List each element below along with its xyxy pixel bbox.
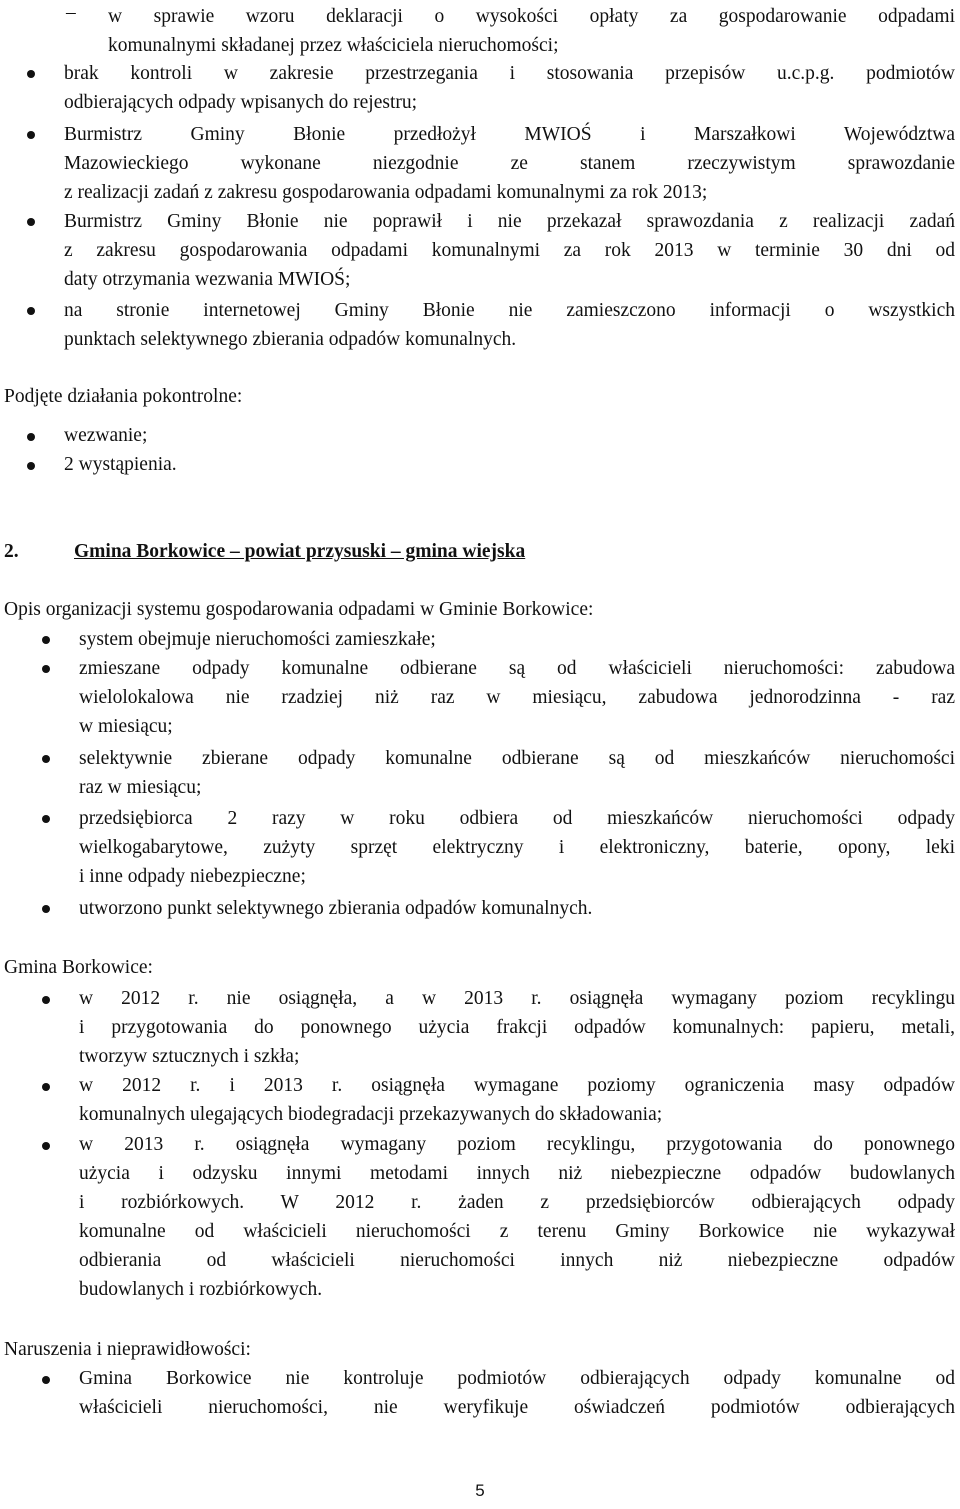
text-line: i przygotowania do ponownego użycia frakcji odpadów komunalnych: papieru, metali, <box>79 1017 955 1038</box>
text-line: odbierania od właścicieli nieruchomości innych niż niebezpieczne odpadów <box>79 1250 955 1271</box>
followup-item: wezwanie; <box>64 425 148 446</box>
text-line: brak kontroli w zakresie przestrzegania i stosowania przepisów u.c.p.g. podmiotów <box>64 63 955 84</box>
section-title: Gmina Borkowice – powiat przysuski – gmina wiejska <box>74 541 526 562</box>
page-number: 5 <box>475 1481 485 1500</box>
bullet-icon <box>42 996 50 1004</box>
text-line: utworzono punkt selektywnego zbierania odpadów komunalnych. <box>79 898 593 919</box>
bullet-icon <box>42 1376 50 1384</box>
text-line: Mazowieckiego wykonane niezgodnie ze stanem rzeczywistym sprawozdanie <box>64 153 955 174</box>
bullet-icon <box>42 665 50 673</box>
text-line: system obejmuje nieruchomości zamieszkałe; <box>79 629 436 650</box>
bullet-icon <box>27 433 35 441</box>
text-line: komunalnymi składanej przez właściciela nieruchomości; <box>108 35 559 56</box>
text-line: z realizacji zadań z zakresu gospodarowania odpadami komunalnymi za rok 2013; <box>64 182 708 203</box>
dash-marker: – <box>66 2 76 23</box>
violations-label: Naruszenia i nieprawidłowości: <box>4 1339 251 1360</box>
gmina-item <box>79 1130 955 1304</box>
text-line: właścicieli nieruchomości, nie weryfikuje oświadczeń podmiotów odbierających <box>79 1397 955 1418</box>
text-line: komunalnych ulegających biodegradacji przekazywanych do składowania; <box>79 1104 663 1125</box>
bullet-icon <box>42 755 50 763</box>
text-line: punktach selektywnego zbierania odpadów komunalnych. <box>64 329 517 350</box>
text-line: w miesiącu; <box>79 716 173 737</box>
text-line: w 2013 r. osiągnęła wymagany poziom recyklingu, przygotowania do ponownego <box>79 1134 955 1155</box>
followup-label: Podjęte działania pokontrolne: <box>4 386 243 407</box>
text-line: przedsiębiorca 2 razy w roku odbiera od mieszkańców nieruchomości odpady <box>79 808 955 829</box>
text-line: Gmina Borkowice nie kontroluje podmiotów odbierających odpady komunalne od <box>79 1368 955 1389</box>
org-item <box>79 654 955 741</box>
bullet-icon <box>42 636 50 644</box>
gmina-item <box>79 1071 955 1129</box>
text-line: wielolokalowa nie rzadziej niż raz w miesiącu, zabudowa jednorodzinna - raz <box>79 687 955 708</box>
org-item <box>79 804 955 891</box>
text-line: w 2012 r. nie osiągnęła, a w 2013 r. osiągnęła wymagany poziom recyklingu <box>79 988 955 1009</box>
text-line: zmieszane odpady komunalne odbierane są od właścicieli nieruchomości: zabudowa <box>79 658 955 679</box>
text-line: użycia i odzysku innymi metodami innych niż niebezpieczne odpadów budowlanych <box>79 1163 955 1184</box>
bullet-icon <box>42 1142 50 1150</box>
followup-item: 2 wystąpienia. <box>64 454 177 475</box>
text-line: komunalne od właścicieli nieruchomości z terenu Gminy Borkowice nie wykazywał <box>79 1221 955 1242</box>
text-line: Burmistrz Gminy Błonie nie poprawił i nie przekazał sprawozdania z realizacji zadań <box>64 211 955 232</box>
text-line: budowlanych i rozbiórkowych. <box>79 1279 323 1300</box>
text-line: selektywnie zbierane odpady komunalne odbierane są od mieszkańców nieruchomości <box>79 748 955 769</box>
bullet-icon <box>27 131 35 139</box>
bullet-icon <box>27 307 35 315</box>
list-item <box>64 120 955 207</box>
list-item <box>64 296 955 354</box>
list-item <box>64 207 955 294</box>
section-heading <box>4 537 525 566</box>
text-line: raz w miesiącu; <box>79 777 202 798</box>
text-line: i inne odpady niebezpieczne; <box>79 866 306 887</box>
dash-item <box>108 2 955 60</box>
violations-item <box>79 1364 955 1422</box>
text-line: tworzyw sztucznych i szkła; <box>79 1046 300 1067</box>
bullet-icon <box>27 70 35 78</box>
org-item <box>79 744 955 802</box>
bullet-icon <box>27 218 35 226</box>
text-line: na stronie internetowej Gminy Błonie nie zamieszczono informacji o wszystkich <box>64 300 955 321</box>
text-line: daty otrzymania wezwania MWIOŚ; <box>64 269 351 290</box>
text-line: z zakresu gospodarowania odpadami komunalnymi za rok 2013 w terminie 30 dni od <box>64 240 955 261</box>
text-line: i rozbiórkowych. W 2012 r. żaden z przedsiębiorców odbierających odpady <box>79 1192 955 1213</box>
text-line: wielkogabarytowe, zużyty sprzęt elektryczny i elektroniczny, baterie, opony, leki <box>79 837 955 858</box>
section-number: 2. <box>4 541 19 562</box>
org-label: Opis organizacji systemu gospodarowania odpadami w Gminie Borkowice: <box>4 599 594 620</box>
bullet-icon <box>42 905 50 913</box>
org-item <box>79 625 955 654</box>
bullet-icon <box>27 462 35 470</box>
list-item <box>64 59 955 117</box>
org-item <box>79 894 955 923</box>
bullet-icon <box>42 815 50 823</box>
text-line: Burmistrz Gminy Błonie przedłożył MWIOŚ i Marszałkowi Województwa <box>64 124 955 145</box>
text-line: odbierających odpady wpisanych do rejestru; <box>64 92 418 113</box>
text-line: w 2012 r. i 2013 r. osiągnęła wymagane poziomy ograniczenia masy odpadów <box>79 1075 955 1096</box>
gmina-item <box>79 984 955 1071</box>
text-line: w sprawie wzoru deklaracji o wysokości opłaty za gospodarowanie odpadami <box>108 6 955 27</box>
gmina-label: Gmina Borkowice: <box>4 957 153 978</box>
bullet-icon <box>42 1083 50 1091</box>
